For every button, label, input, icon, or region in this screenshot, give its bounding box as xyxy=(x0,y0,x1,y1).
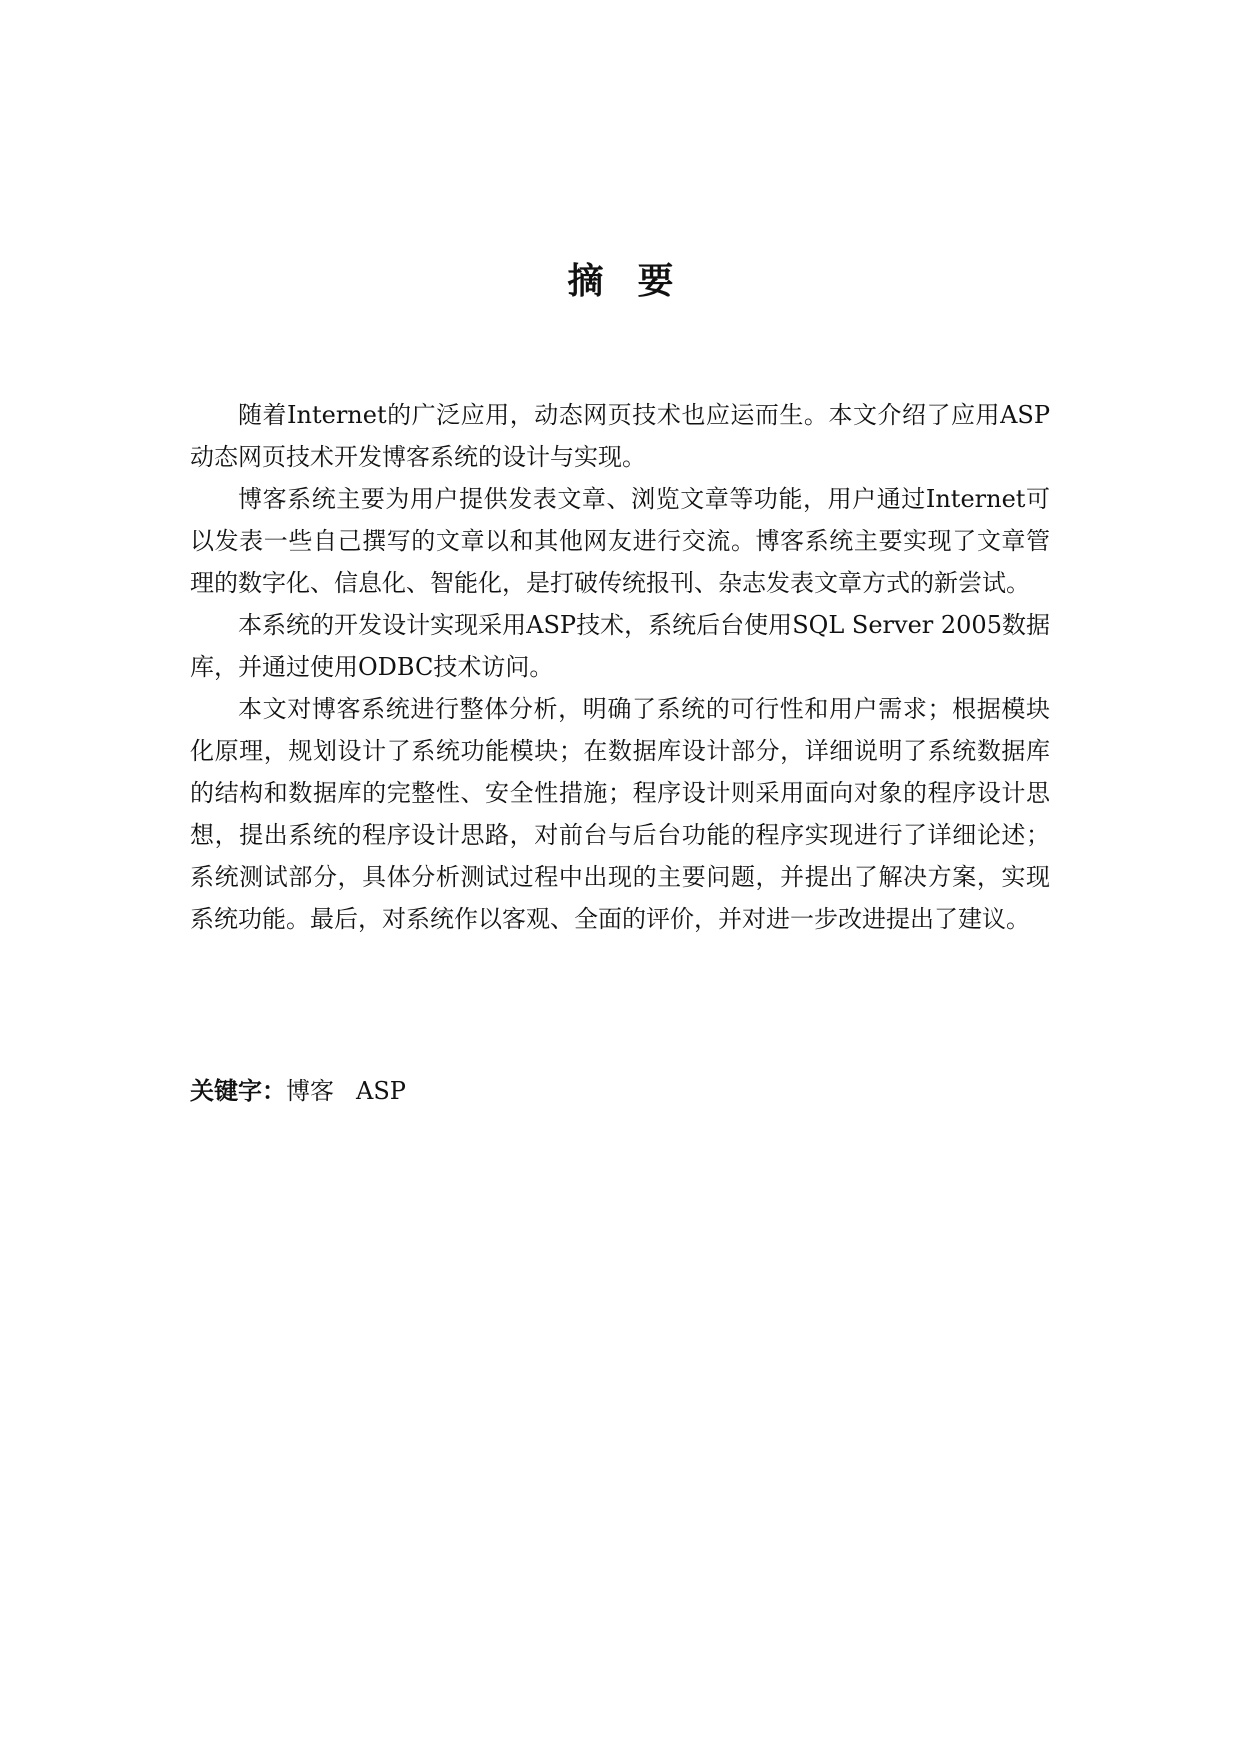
keywords-label: 关键字： xyxy=(190,1077,286,1105)
keyword-item: ASP xyxy=(356,1077,406,1105)
abstract-paragraph-1: 随着Internet的广泛应用，动态网页技术也应运而生。本文介绍了应用ASP动态网页技术开发博客系统的设计与实现。 xyxy=(190,401,1050,471)
abstract-body xyxy=(190,394,1050,940)
keyword-item: 博客 xyxy=(286,1077,334,1105)
abstract-paragraph-2: 博客系统主要为用户提供发表文章、浏览文章等功能，用户通过Internet可以发表一些自己撰写的文章以和其他网友进行交流。博客系统主要实现了文章管理的数字化、信息化、智能化，是打破传统报刊、杂志发表文章方式的新尝试。 xyxy=(190,485,1050,597)
keywords-line xyxy=(190,1070,1050,1112)
abstract-paragraph-3: 本系统的开发设计实现采用ASP技术，系统后台使用SQL Server 2005数据库，并通过使用ODBC技术访问。 xyxy=(190,611,1050,681)
abstract-title: 摘要 xyxy=(567,261,708,302)
abstract-paragraph-4: 本文对博客系统进行整体分析，明确了系统的可行性和用户需求；根据模块化原理，规划设计了系统功能模块；在数据库设计部分，详细说明了系统数据库的结构和数据库的完整性、安全性措施；程序设计则采用面向对象的程序设计思想，提出系统的程序设计思路，对前台与后台功能的程序实现进行了详细论述；系统测试部分，具体分析测试过程中出现的主要问题，并提出了解决方案，实现系统功能。最后，对系统作以客观、全面的评价，并对进一步改进提出了建议。 xyxy=(190,695,1050,933)
